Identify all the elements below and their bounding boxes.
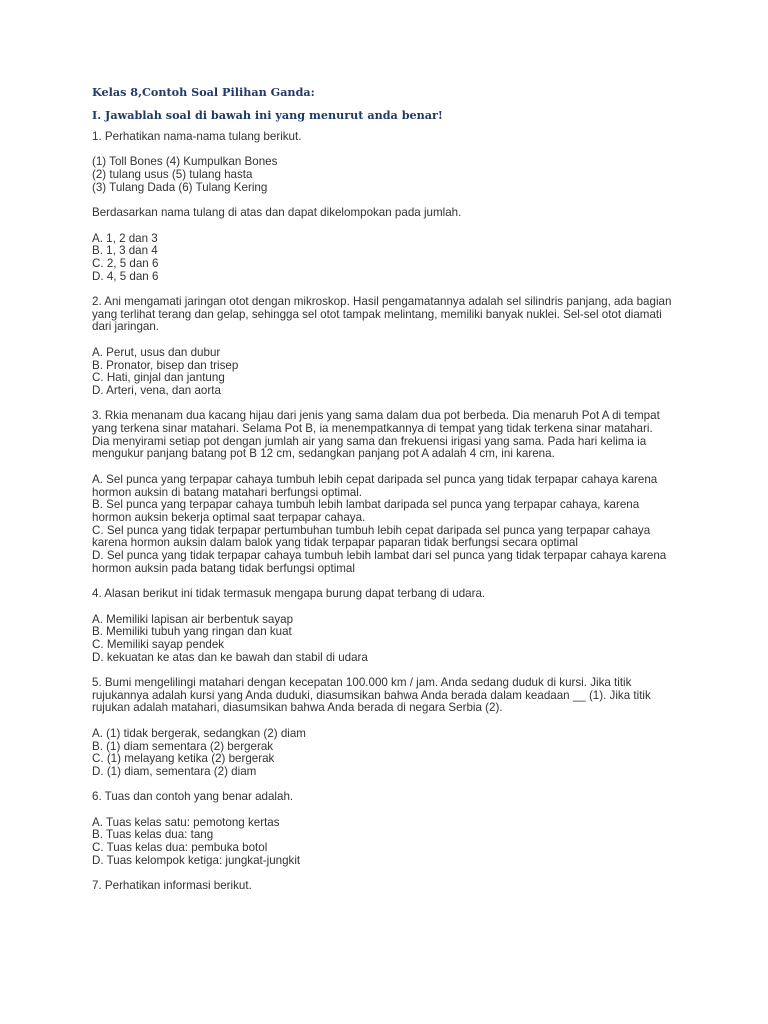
question-2-options <box>92 347 692 398</box>
question-6-options <box>92 817 692 868</box>
question-1-options <box>92 233 692 284</box>
question-text: Berdasarkan nama tulang di atas dan dapat dikelompokan pada jumlah. <box>92 206 462 220</box>
answer-option: D. Arteri, vena, dan aorta <box>92 383 221 397</box>
answer-option: D. Tuas kelompok ketiga: jungkat-jungkit <box>92 853 301 867</box>
answer-option: C. Sel punca yang tidak terpapar pertumbuhan tumbuh lebih cepat daripada sel punca yang terpapar cahaya <box>92 523 651 537</box>
question-2-stem <box>92 296 692 334</box>
question-text: 2. Ani mengamati jaringan otot dengan mikroskop. Hasil pengamatannya adalah sel silindris panjang, ada bagian <box>92 295 672 309</box>
answer-option: A. Tuas kelas satu: pemotong kertas <box>92 815 280 829</box>
answer-option: C. Hati, ginjal dan jantung <box>92 371 225 385</box>
question-1-prompt <box>92 207 692 220</box>
question-text: rujukan adalah matahari, diasumsikan bahwa Anda berada di negara Serbia (2). <box>92 701 503 715</box>
question-5-options <box>92 728 692 779</box>
answer-option: hormon auksin pada batang tidak berfungsi optimal <box>92 561 355 575</box>
document-title: Kelas 8,Contoh Soal Pilihan Ganda: <box>92 85 315 99</box>
answer-option: D. 4, 5 dan 6 <box>92 269 159 283</box>
list-item: (3) Tulang Dada (6) Tulang Kering <box>92 180 268 194</box>
answer-option: A. (1) tidak bergerak, sedangkan (2) diam <box>92 726 306 740</box>
list-item: (1) Toll Bones (4) Kumpulkan Bones <box>92 155 278 169</box>
question-text: 5. Bumi mengelilingi matahari dengan kecepatan 100.000 km / jam. Anda sedang duduk di kursi. Jika titik <box>92 676 632 690</box>
question-text: mengukur panjang batang pot B 12 cm, sedangkan panjang pot A adalah 4 cm, ini karena. <box>92 447 555 461</box>
question-text: 7. Perhatikan informasi berikut. <box>92 879 252 893</box>
question-3-stem <box>92 410 692 461</box>
question-6-stem <box>92 791 692 804</box>
question-5-stem <box>92 677 692 715</box>
answer-option: hormon auksin di batang matahari berfungsi optimal. <box>92 485 363 499</box>
instruction-heading: I. Jawablah soal di bawah ini yang menurut anda benar! <box>92 108 443 122</box>
question-text: yang terlihat terang dan gelap, sehingga sel otot tampak melintang, memiliki banyak nuklei. Sel-sel otot diamati <box>92 307 662 321</box>
question-text: yang terkena sinar matahari. Selama Pot B, ia menempatkannya di tempat yang tidak terkena sinar matahari. <box>92 422 653 436</box>
answer-option: A. Perut, usus dan dubur <box>92 345 221 359</box>
answer-option: C. Memiliki sayap pendek <box>92 637 225 651</box>
answer-option: karena hormon auksin dalam balok yang tidak terpapar paparan tidak berfungsi secara optimal <box>92 536 578 550</box>
answer-option: A. Sel punca yang terpapar cahaya tumbuh lebih cepat daripada sel punca yang tidak terpapar cahaya karena <box>92 472 658 486</box>
answer-option: B. Tuas kelas dua: tang <box>92 828 214 842</box>
answer-option: B. (1) diam sementara (2) bergerak <box>92 739 274 753</box>
question-7-stem <box>92 880 692 893</box>
answer-option: D. (1) diam, sementara (2) diam <box>92 764 257 778</box>
question-1-stem <box>92 131 692 144</box>
question-text: Dia menyirami setiap pot dengan jumlah air yang sama dan frekuensi irigasi yang sama. Pada hari kelima ia <box>92 434 647 448</box>
answer-option: D. kekuatan ke atas dan ke bawah dan stabil di udara <box>92 650 368 664</box>
answer-option: B. Sel punca yang terpapar cahaya tumbuh lebih lambat daripada sel punca yang terpapar cahaya, karena <box>92 498 640 512</box>
question-text: 4. Alasan berikut ini tidak termasuk mengapa burung dapat terbang di udara. <box>92 587 486 601</box>
answer-option: C. Tuas kelas dua: pembuka botol <box>92 841 268 855</box>
answer-option: B. Pronator, bisep dan trisep <box>92 358 239 372</box>
question-4-options <box>92 614 692 665</box>
question-text: 3. Rkia menanam dua kacang hijau dari jenis yang sama dalam dua pot berbeda. Dia menaruh Pot A di tempat <box>92 409 660 423</box>
question-text: dari jaringan. <box>92 320 160 334</box>
answer-option: A. 1, 2 dan 3 <box>92 231 158 245</box>
answer-option: B. Memiliki tubuh yang ringan dan kuat <box>92 625 292 639</box>
document-page <box>92 86 692 906</box>
answer-option: C. 2, 5 dan 6 <box>92 256 159 270</box>
answer-option: B. 1, 3 dan 4 <box>92 244 158 258</box>
answer-option: C. (1) melayang ketika (2) bergerak <box>92 752 275 766</box>
question-4-stem <box>92 588 692 601</box>
question-text: rujukannya adalah kursi yang Anda duduki, diasumsikan bahwa Anda berada dalam keadaan __ (1). Jika titik <box>92 688 651 702</box>
answer-option: hormon auksin bekerja optimal saat terpapar cahaya. <box>92 510 366 524</box>
answer-option: D. Sel punca yang tidak terpapar cahaya tumbuh lebih lambat dari sel punca yang tidak terpapar cahaya karena <box>92 549 667 563</box>
question-3-options <box>92 474 692 576</box>
question-text: 6. Tuas dan contoh yang benar adalah. <box>92 790 294 804</box>
list-item: (2) tulang usus (5) tulang hasta <box>92 168 253 182</box>
answer-option: A. Memiliki lapisan air berbentuk sayap <box>92 612 294 626</box>
question-1-items <box>92 156 692 194</box>
question-text: 1. Perhatikan nama-nama tulang berikut. <box>92 130 302 143</box>
